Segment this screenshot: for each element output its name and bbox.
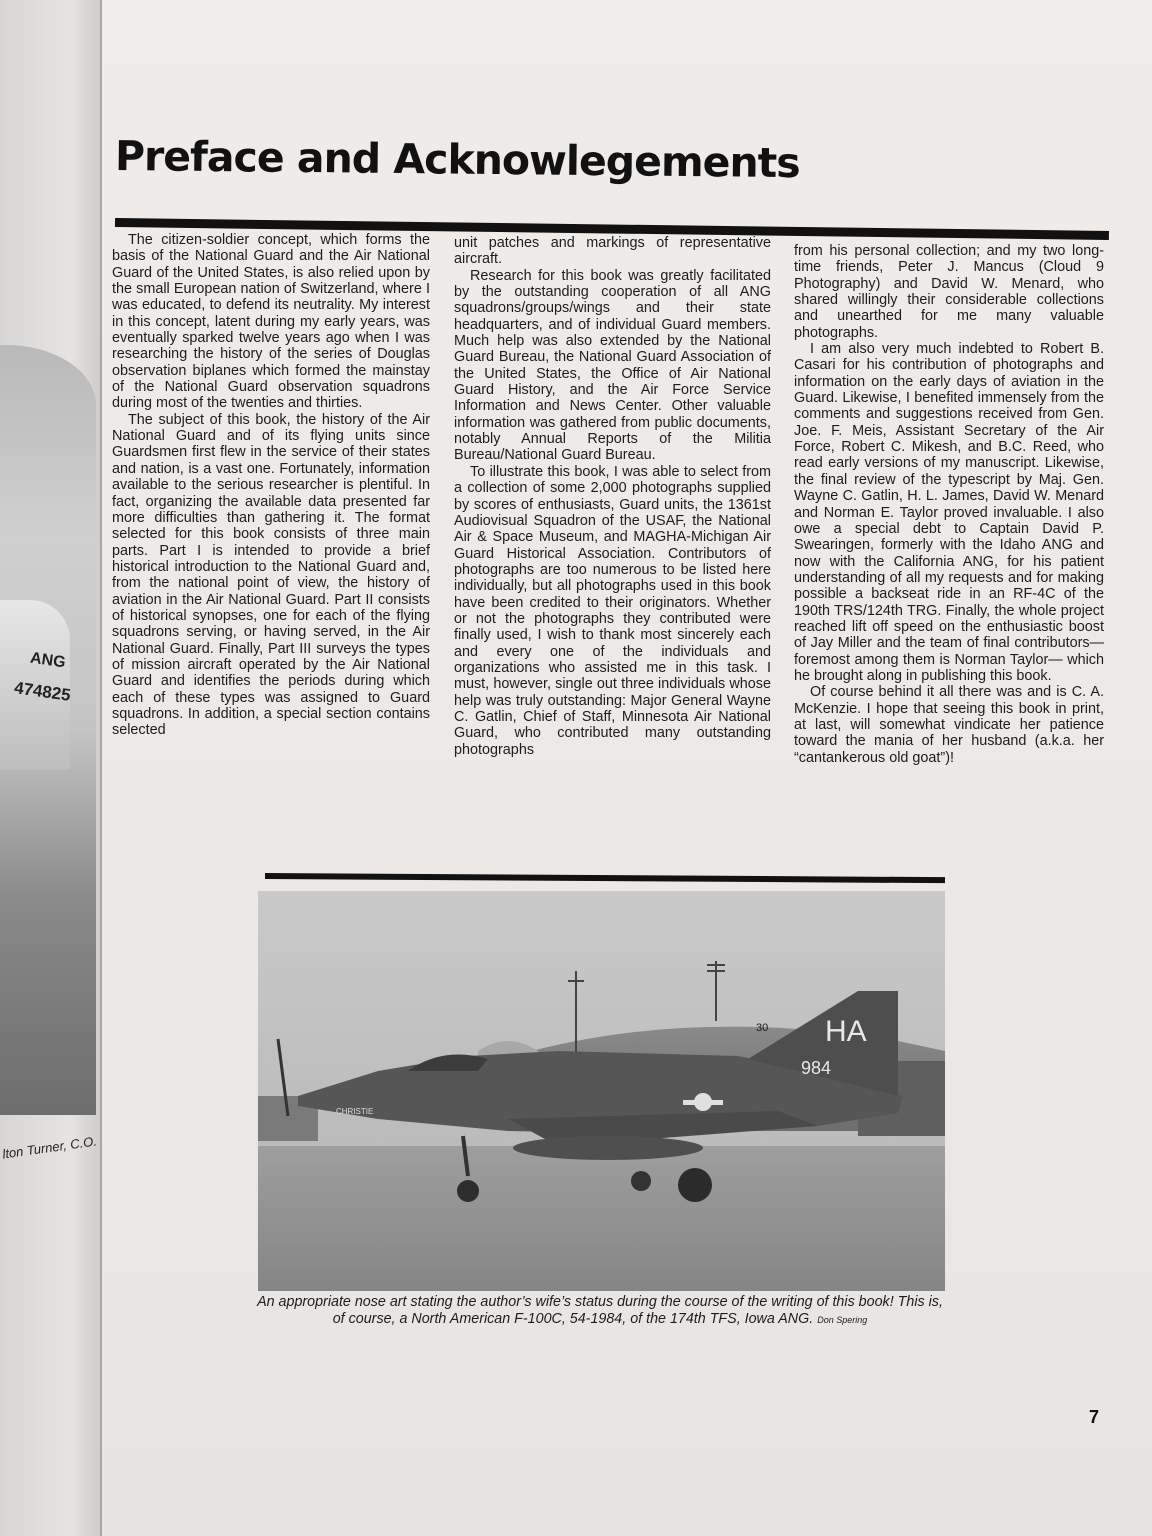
paragraph-continued: unit patches and markings of representative aircraft.	[454, 235, 771, 268]
page-number: 7	[1089, 1407, 1100, 1427]
caption-line-1: An appropriate nose art stating the author’s wife’s status during the course of the writing of this book! This is,	[257, 1294, 943, 1310]
photo-caption	[250, 1294, 950, 1328]
text-column-3	[794, 243, 1104, 766]
facing-page-aircraft-tail	[0, 600, 70, 770]
paragraph-continued: from his personal collection; and my two long-time friends, Peter J. Mancus (Cloud 9 Photography) and David W. Menard, who shared willingly their considerable collections and unearthed for me many valuable photographs.	[794, 243, 1104, 341]
photo-credit: Don Spering	[817, 1314, 868, 1325]
nose-art: CHRISTIE	[336, 1107, 374, 1116]
tail-serial: 474825	[13, 678, 72, 705]
caption-line-2: of course, a North American F-100C, 54-1984, of the 174th TFS, Iowa ANG.	[332, 1310, 814, 1327]
text-column-1	[112, 232, 430, 739]
paragraph: I am also very much indebted to Robert B. Casari for his contribution of photographs and information on the early days of aviation in the Guard. Likewise, I benefited immensely from the comments and suggestions received from Gen. Joe. F. Meis, Assistant Secretary of the Air Force, Robert C. Mikesh, and B.C. Reed, who read early versions of my manuscript. Likewise, the final review of the typescript by Maj. Gen. Wayne C. Gatlin, H. L. James, David W. Menard and Norman E. Taylor proved invaluable. I also owe a special debt to Captain David P. Swearingen, formerly with the Idaho ANG and now with the California ANG, for his patient understanding of all my requests and for making possible a backseat ride in an RF-4C of the 190th TRS/124th TRG. Finally, the whole project reached lift off speed on the enthusiastic boost of Jay Miller and the team of final contributors— foremost among them is Norman Taylor— which he brought along in publishing this book.	[794, 341, 1104, 684]
aircraft-photo-illustration	[258, 891, 945, 1291]
paragraph: The citizen-soldier concept, which forms the basis of the National Guard and the Air National Guard of the United States, is also relied upon by the small European nation of Switzerland, where I was educated, to defend its neutrality. My interest in this concept, latent during my early years, was eventually sparked twelve years ago when I was researching the history of the series of Douglas observation biplanes which formed the mainstay of the National Guard observation squadrons during most of the twenties and thirties.	[112, 232, 430, 412]
tail-number: 984	[801, 1058, 832, 1078]
paragraph: Of course behind it all there was and is C. A. McKenzie. I hope that seeing this book in print, at last, will somewhat vindicate her patience toward the mania of her husband (a.k.a. her “cantankerous old goat”)!	[794, 684, 1104, 766]
tail-letters: HA	[825, 1015, 867, 1048]
paragraph: To illustrate this book, I was able to select from a collection of some 2,000 photographs supplied by scores of enthusiasts, Guard units, the 1361st Audiovisual Squadron of the USAF, the National Air & Space Museum, and MAGHA-Michigan Air Guard Historical Association. Contributors of photographs are too numerous to be listed here individually, but all photographs used in this book have been credited to their originators. Whether or not the photographs they contributed were finally used, I wish to thank most sincerely each and every one of the individuals and organizations who assisted me in this task. I must, however, single out three individuals whose help was truly outstanding: Major General Wayne C. Gatlin, Chief of Staff, Minnesota Air National Guard, who contributed many outstanding photographs	[454, 463, 771, 758]
paragraph: The subject of this book, the history of the Air National Guard and of its flying units since Guardsmen first flew in the service of their states and nation, is a vast one. Fortunately, information available to the serious researcher is plentiful. In fact, organizing the available data presented far more difficulties than gathering it. The format selected for this book consists of three main parts. Part I is intended to provide a brief historical introduction to the National Guard and, from the national point of view, the history of aviation in the Air National Guard. Part II consists of historical synopses, one for each of the flying squadrons serving, or having served, in the Air National Guard. Finally, Part III surveys the types of mission aircraft operated by the Air National Guard and identifies the periods during which each of these types was assigned to Guard squadrons. In addition, a special section contains selected	[112, 411, 430, 739]
facing-page-edge	[0, 0, 102, 1536]
text-column-2	[454, 235, 771, 758]
tail-marking-ang: ANG	[29, 649, 67, 672]
building-number: 30	[756, 1022, 769, 1034]
facing-page-photo-credit: lton Turner, C.O.	[1, 1133, 98, 1162]
aircraft-photo	[258, 891, 945, 1291]
page-title: Preface and Acknowlegements	[114, 132, 800, 188]
paragraph: Research for this book was greatly facilitated by the outstanding cooperation of all ANG squadrons/groups/wings and their state headquarters, and of individual Guard members. Much help was also extended by the National Guard Bureau, the National Guard Association of the United States, the Office of Air National Guard History, and the Air Force Service Information and News Center. Other valuable information was gathered from public documents, notably Annual Reports of the Militia Bureau/National Guard Bureau.	[454, 267, 771, 464]
